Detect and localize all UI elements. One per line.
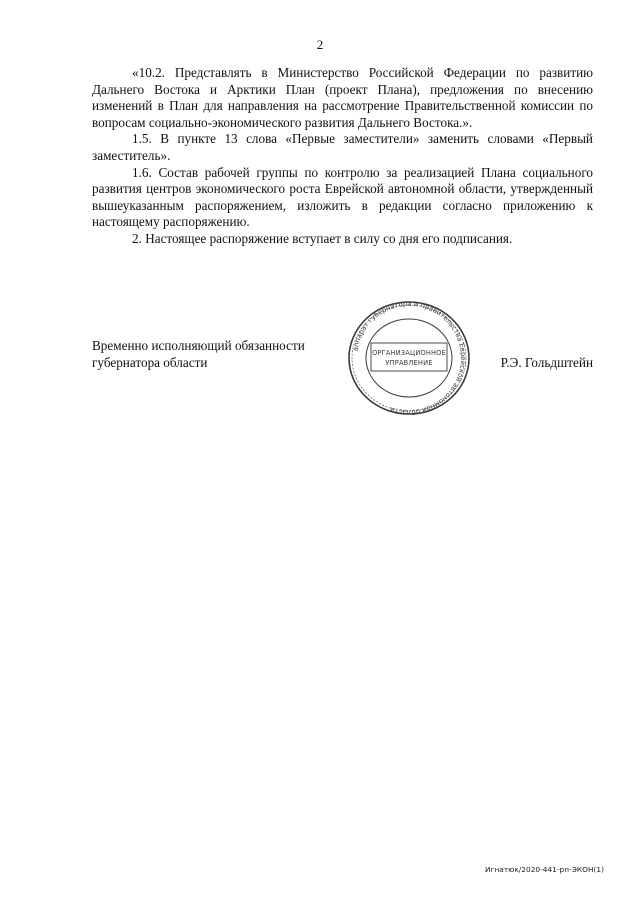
paragraph-10-2: «10.2. Представлять в Министерство Российской Федерации по развитию Дальнего Востока и Арктики План (проект Плана), предложения по внесению изменений в План для направления на рассмотрение Правительственной комиссии по вопросам социально-экономического развития Дальнего Востока.». <box>92 65 593 130</box>
page-number: 2 <box>316 37 324 52</box>
signatory-title: Временно исполняющий обязанности губернатора области <box>92 338 305 370</box>
stamp-center-line-2: УПРАВЛЕНИЕ <box>385 359 433 367</box>
stamp-inner-ring <box>366 319 452 397</box>
official-stamp <box>341 296 477 420</box>
stamp-graphic <box>341 296 477 420</box>
paragraph-1-5: 1.5. В пункте 13 слова «Первые заместители» заменить словами «Первый заместитель». <box>92 131 593 163</box>
footer-document-code: Игнатюк/2020-441-рп-ЭКОН(1) <box>485 865 604 874</box>
document-body <box>92 65 593 248</box>
paragraph-2: 2. Настоящее распоряжение вступает в силу со дня его подписания. <box>132 230 513 246</box>
stamp-ring-text: аппарат губернатора и правительства Еврейской автономной области <box>351 299 468 417</box>
paragraph-1-6: 1.6. Состав рабочей группы по контролю за реализацией Плана социального развития центров экономического роста Еврейской автономной области, утвержденный вышеуказанным распоряжением, изложить в редакции согласно приложению к настоящему распоряжению. <box>92 164 593 230</box>
stamp-center-line-1: ОРГАНИЗАЦИОННОЕ <box>372 349 446 357</box>
signatory-name: Р.Э. Гольдштейн <box>500 355 593 370</box>
